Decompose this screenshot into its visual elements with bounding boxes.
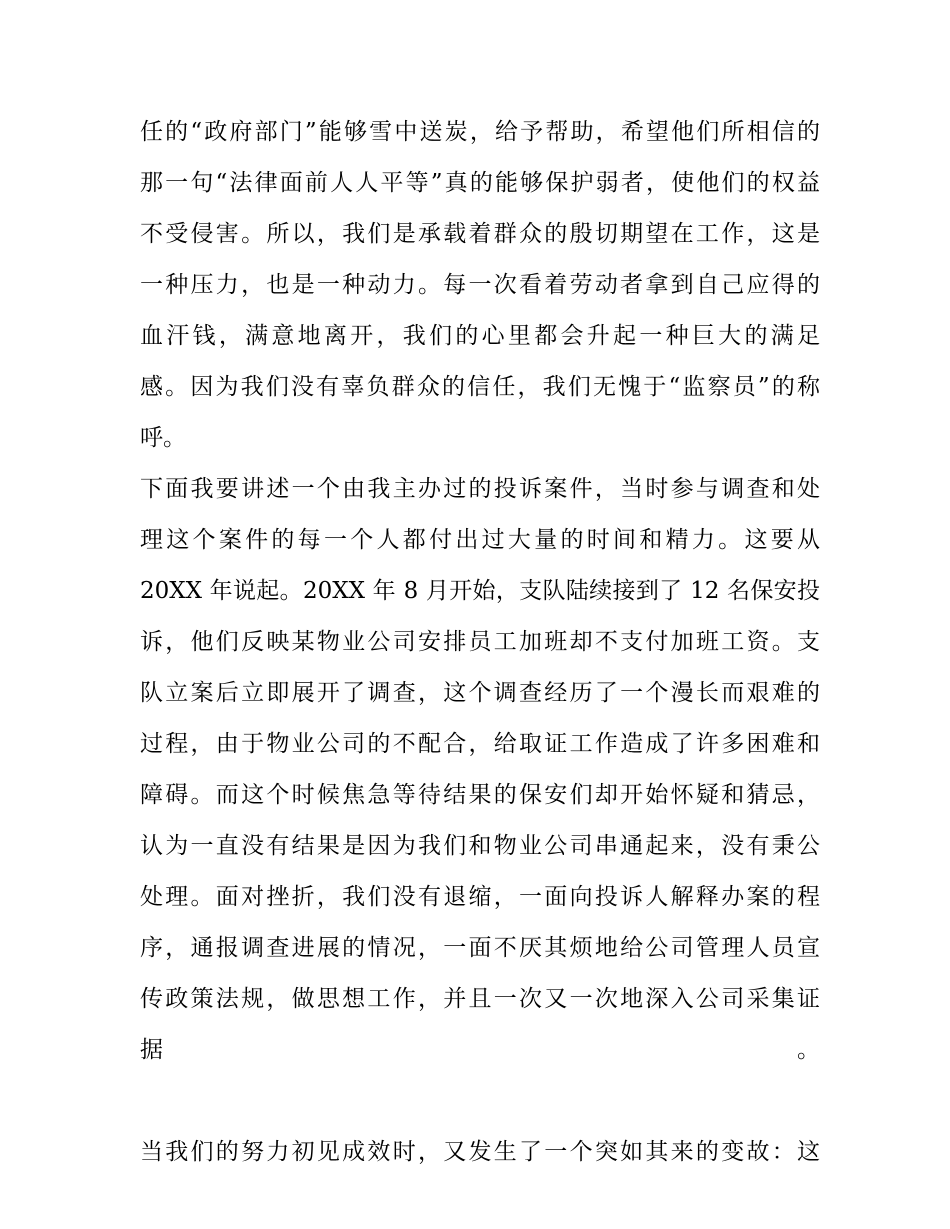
text-line: 血汗钱，满意地离开，我们的心里都会升起一种巨大的满足 — [140, 323, 820, 349]
body-text — [140, 107, 820, 1178]
text-line: 下面我要讲述一个由我主办过的投诉案件，当时参与调查和处 — [140, 476, 820, 502]
text-line: 处理。面对挫折，我们没有退缩，一面向投诉人解释办案的程 — [140, 884, 820, 910]
paragraph — [140, 107, 820, 464]
text-line: 感。因为我们没有辜负群众的信任，我们无愧于“监察员”的称 — [140, 374, 820, 400]
paragraph — [140, 464, 820, 1127]
text-line: 那一句“法律面前人人平等”真的能够保护弱者，使他们的权益 — [140, 170, 820, 196]
text-line: 当我们的努力初见成效时，又发生了一个突如其来的变故：这 — [140, 1139, 820, 1165]
text-line: 理这个案件的每一个人都付出过大量的时间和精力。这要从 — [140, 527, 820, 553]
text-line: 传政策法规，做思想工作，并且一次又一次地深入公司采集证 — [140, 986, 820, 1012]
text-line: 队立案后立即展开了调查，这个调查经历了一个漫长而艰难的 — [140, 680, 820, 706]
text-line: 20XX 年说起。20XX 年 8 月开始，支队陆续接到了 12 名保安投 — [140, 578, 820, 604]
text-line: 认为一直没有结果是因为我们和物业公司串通起来，没有秉公 — [140, 833, 820, 859]
text-line: 诉，他们反映某物业公司安排员工加班却不支付加班工资。支 — [140, 629, 820, 655]
text-line: 一种压力，也是一种动力。每一次看着劳动者拿到自己应得的 — [140, 272, 820, 298]
text-line: 呼。 — [140, 425, 186, 451]
paragraph — [140, 1127, 820, 1178]
text-line: 任的“政府部门”能够雪中送炭，给予帮助，希望他们所相信的 — [140, 119, 820, 145]
text-line: 序，通报调查进展的情况，一面不厌其烦地给公司管理人员宣 — [140, 935, 820, 961]
text-line: 过程，由于物业公司的不配合，给取证工作造成了许多困难和 — [140, 731, 820, 757]
text-line: 不受侵害。所以，我们是承载着群众的殷切期望在工作，这是 — [140, 221, 820, 247]
text-line: 据。 — [140, 1037, 820, 1063]
text-line — [140, 1076, 820, 1127]
text-line: 障碍。而这个时候焦急等待结果的保安们却开始怀疑和猜忌， — [140, 782, 820, 808]
